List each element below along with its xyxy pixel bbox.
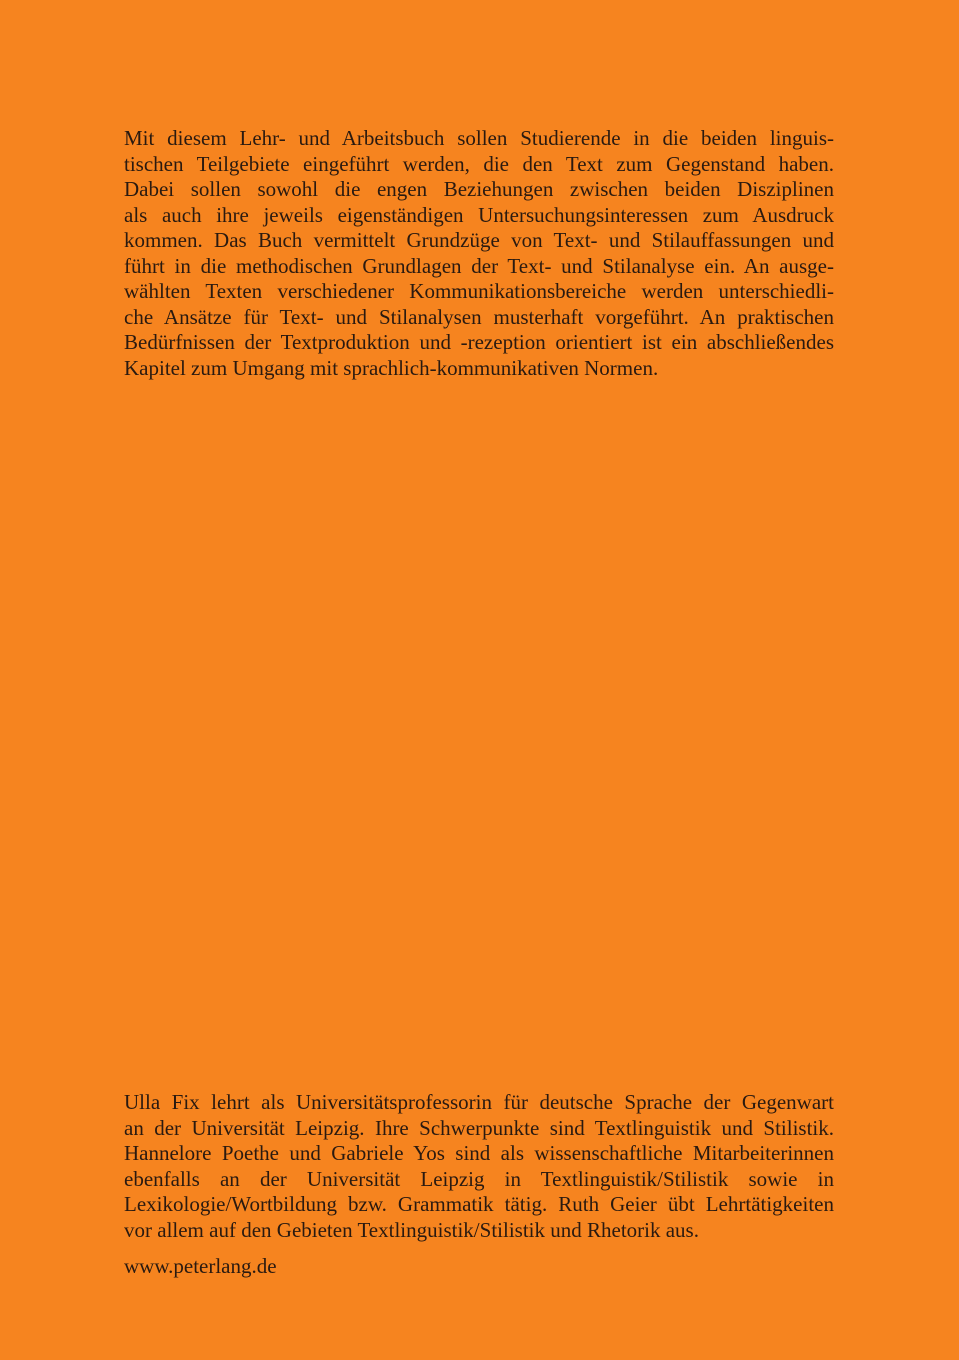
author-bio-line: an der Universität Leipzig. Ihre Schwerpunkte sind Textlinguistik und Stilistik. <box>124 1115 834 1140</box>
description-line: tischen Teilgebiete eingeführt werden, die den Text zum Gegenstand haben. <box>124 151 834 176</box>
description-line: als auch ihre jeweils eigenständigen Untersuchungsinteressen zum Ausdruck <box>124 202 834 227</box>
author-bio-line: ebenfalls an der Universität Leipzig in Textlinguistik/Stilistik sowie in <box>124 1166 834 1191</box>
description-line: che Ansätze für Text- und Stilanalysen musterhaft vorgeführt. An praktischen <box>124 304 834 329</box>
description-line: Dabei sollen sowohl die engen Beziehungen zwischen beiden Disziplinen <box>124 177 834 201</box>
description-line: Kapitel zum Umgang mit sprachlich-kommunikativen Normen. <box>124 355 659 380</box>
description-line: wählten Texten verschiedener Kommunikationsbereiche werden unterschiedli- <box>124 279 834 303</box>
author-bio-line: Lexikologie/Wortbildung bzw. Grammatik tätig. Ruth Geier übt Lehrtätigkeiten <box>124 1192 834 1216</box>
author-bio <box>124 1090 834 1243</box>
author-bio-line: vor allem auf den Gebieten Textlinguistik/Stilistik und Rhetorik aus. <box>124 1217 699 1242</box>
book-description <box>124 126 834 381</box>
description-line: führt in die methodischen Grundlagen der Text- und Stilanalyse ein. An ausge- <box>124 253 834 278</box>
publisher-website: www.peterlang.de <box>124 1254 277 1278</box>
description-line: kommen. Das Buch vermittelt Grundzüge von Text- und Stilauffassungen und <box>124 228 834 252</box>
description-line: Mit diesem Lehr- und Arbeitsbuch sollen Studierende in die beiden linguis- <box>124 126 834 150</box>
author-bio-line: Ulla Fix lehrt als Universitätsprofessorin für deutsche Sprache der Gegenwart <box>124 1090 834 1114</box>
author-bio-line: Hannelore Poethe und Gabriele Yos sind als wissenschaftliche Mitarbeiterinnen <box>124 1141 834 1165</box>
description-line: Bedürfnissen der Textproduktion und -rezeption orientiert ist ein abschließendes <box>124 330 834 354</box>
